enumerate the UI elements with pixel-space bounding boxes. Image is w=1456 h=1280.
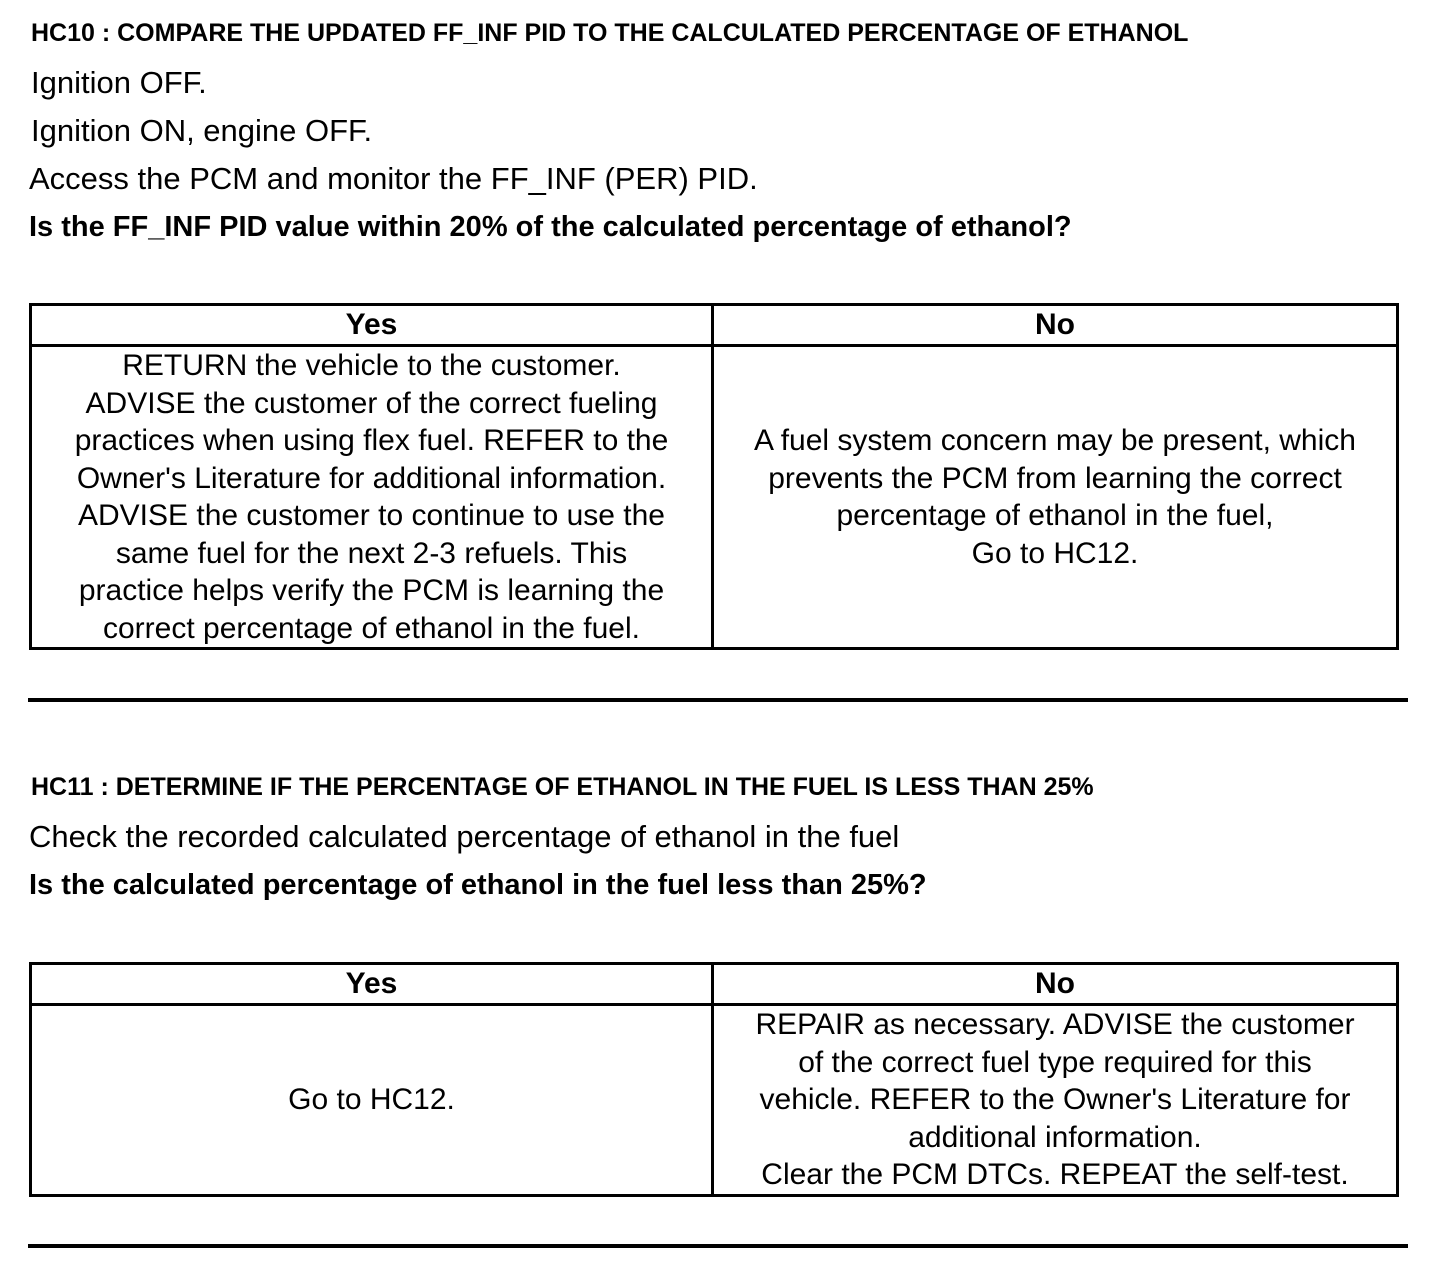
hc11-yes-line-1: Go to HC12.	[288, 1083, 455, 1116]
hc11-no-line-2: of the correct fuel type required for this	[798, 1045, 1312, 1079]
hc10-step-3: Access the PCM and monitor the FF_INF (PER) PID.	[29, 161, 758, 196]
hc11-decision-table	[29, 962, 1399, 1197]
section-divider-2	[28, 1244, 1408, 1248]
hc10-no-header: No	[713, 305, 1398, 346]
hc10-step-1: Ignition OFF.	[31, 65, 207, 100]
hc11-no-line-3: vehicle. REFER to the Owner's Literature for	[759, 1083, 1351, 1116]
hc10-yes-line-8: correct percentage of ethanol in the fuel.	[102, 611, 640, 645]
hc11-no-header: No	[713, 964, 1398, 1005]
hc10-yes-line-2: ADVISE the customer of the correct fueling	[85, 386, 658, 420]
hc11-yes-header: Yes	[31, 964, 713, 1005]
hc11-no-cell	[713, 1005, 1398, 1196]
hc10-yes-line-7: practice helps verify the PCM is learning the	[78, 574, 665, 607]
hc10-yes-line-3: practices when using flex fuel. REFER to the	[74, 424, 669, 457]
hc11-step-1: Check the recorded calculated percentage of ethanol in the fuel	[29, 819, 900, 854]
hc11-no-line-1: REPAIR as necessary. ADVISE the customer	[755, 1008, 1355, 1041]
hc11-no-line-4: additional information.	[908, 1120, 1202, 1154]
section-divider-1	[28, 698, 1408, 702]
hc10-heading: HC10 : COMPARE THE UPDATED FF_INF PID TO THE CALCULATED PERCENTAGE OF ETHANOL	[31, 19, 1189, 47]
hc10-question: Is the FF_INF PID value within 20% of the calculated percentage of ethanol?	[29, 211, 1072, 243]
hc10-no-line-1: A fuel system concern may be present, which	[754, 424, 1356, 457]
hc10-no-line-4: Go to HC12.	[971, 536, 1139, 570]
hc10-yes-line-4: Owner's Literature for additional information.	[76, 461, 667, 495]
hc11-no-line-5: Clear the PCM DTCs. REPEAT the self-test.	[761, 1158, 1349, 1191]
hc10-yes-line-6: same fuel for the next 2-3 refuels. This	[115, 536, 628, 570]
hc10-yes-line-1: RETURN the vehicle to the customer.	[122, 349, 621, 382]
hc10-decision-table	[29, 303, 1399, 650]
hc10-yes-line-5: ADVISE the customer to continue to use the	[78, 499, 665, 532]
hc10-no-line-3: percentage of ethanol in the fuel,	[836, 499, 1274, 532]
hc10-yes-cell	[31, 346, 713, 649]
hc10-no-line-2: prevents the PCM from learning the correct	[768, 461, 1342, 495]
hc10-no-cell	[713, 346, 1398, 649]
hc11-heading: HC11 : DETERMINE IF THE PERCENTAGE OF ETHANOL IN THE FUEL IS LESS THAN 25%	[31, 773, 1094, 801]
hc10-yes-header: Yes	[31, 305, 713, 346]
hc10-step-2: Ignition ON, engine OFF.	[31, 113, 373, 148]
hc11-question: Is the calculated percentage of ethanol in the fuel less than 25%?	[29, 869, 927, 901]
hc11-yes-cell	[31, 1005, 713, 1196]
